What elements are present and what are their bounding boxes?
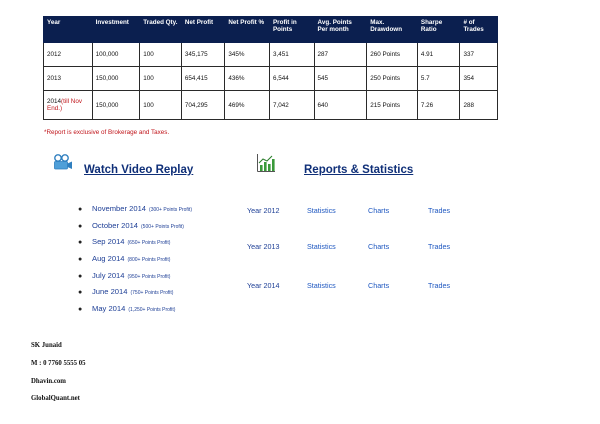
header-max-drawdown: Max. Drawdown: [367, 17, 418, 43]
table-cell: 250 Points: [367, 67, 418, 91]
list-item[interactable]: [78, 304, 192, 321]
statistics-link[interactable]: Statistics: [307, 206, 336, 215]
contact-name: SK Junaid: [31, 342, 62, 349]
table-row: [44, 43, 498, 67]
table-cell: 545: [314, 67, 367, 91]
list-item[interactable]: [78, 204, 192, 221]
replay-note: (750+ Points Profit): [130, 290, 174, 297]
contact-site-globalquant[interactable]: GlobalQuant.net: [31, 395, 80, 402]
report-year: Year 2012: [247, 206, 280, 215]
table-cell: 100: [140, 91, 182, 120]
replay-month[interactable]: October 2014: [92, 220, 139, 230]
video-camera-icon: [53, 154, 73, 171]
table-header-row: [44, 17, 498, 43]
statistics-link[interactable]: Statistics: [307, 242, 336, 251]
charts-link[interactable]: Charts: [368, 281, 390, 290]
replay-month[interactable]: Sep 2014: [92, 237, 125, 247]
header-net-profit: Net Profit: [181, 17, 225, 43]
cell-year: 2014(till Nov End.): [44, 91, 93, 120]
bullet-icon: ●: [78, 289, 83, 297]
table-cell: 4.91: [417, 43, 460, 67]
bullet-icon: ●: [78, 239, 83, 247]
list-item[interactable]: [78, 254, 192, 271]
header-profit-points: Profit in Points: [269, 17, 314, 43]
replay-note: (650+ Points Profit): [127, 240, 171, 247]
bullet-icon: ●: [78, 222, 83, 230]
replay-note: (1,250+ Points Profit): [128, 307, 176, 314]
table-cell: 5.7: [417, 67, 460, 91]
table-cell: 150,000: [92, 91, 140, 120]
bullet-icon: ●: [78, 206, 83, 213]
table-row: [44, 67, 498, 91]
table-cell: 354: [460, 67, 498, 91]
table-cell: 7.26: [417, 91, 460, 120]
table-cell: 640: [314, 91, 367, 120]
header-net-profit-pct: Net Profit %: [225, 17, 270, 43]
header-year: Year: [44, 17, 93, 43]
replay-month[interactable]: Aug 2014: [92, 254, 125, 264]
year-note: (till Nov End.): [47, 98, 83, 112]
table-cell: 469%: [225, 91, 270, 120]
list-item[interactable]: [78, 237, 192, 254]
contact-site-dhavin[interactable]: Dhavin.com: [31, 378, 66, 385]
table-cell: 704,295: [181, 91, 225, 120]
replay-note: (950+ Points Profit): [127, 273, 171, 280]
bullet-icon: ●: [78, 306, 83, 314]
replay-note: (500+ Points Profit): [141, 223, 184, 230]
table-cell: 150,000: [92, 67, 140, 91]
replay-month[interactable]: November 2014: [92, 204, 147, 213]
header-avg-points: Avg. Points Per month: [314, 17, 367, 43]
table-cell: 100: [140, 43, 182, 67]
bullet-icon: ●: [78, 272, 83, 280]
cell-year: 2012: [44, 43, 93, 67]
list-item[interactable]: [78, 271, 192, 288]
bar-chart-icon: [256, 153, 276, 173]
charts-link[interactable]: Charts: [368, 206, 390, 215]
replay-month[interactable]: July 2014: [92, 270, 125, 280]
table-cell: 100,000: [92, 43, 140, 67]
table-cell: 215 Points: [367, 91, 418, 120]
table-cell: 337: [460, 43, 498, 67]
table-cell: 6,544: [269, 67, 314, 91]
contact-mobile: M : 0 7760 5555 05: [31, 360, 86, 367]
statistics-link[interactable]: Statistics: [307, 281, 336, 290]
replay-month[interactable]: June 2014: [92, 287, 128, 297]
report-year: Year 2014: [247, 281, 280, 290]
table-cell: 345%: [225, 43, 270, 67]
table-cell: 100: [140, 67, 182, 91]
trades-link[interactable]: Trades: [428, 281, 451, 290]
cell-year: 2013: [44, 67, 93, 91]
table-cell: 3,451: [269, 43, 314, 67]
video-section-title[interactable]: Watch Video Replay: [84, 164, 194, 176]
bullet-icon: ●: [78, 256, 83, 264]
replay-note: (300+ Points Profit): [149, 207, 192, 213]
video-replay-list: [78, 204, 192, 321]
trades-link[interactable]: Trades: [428, 206, 451, 215]
header-sharpe-ratio: Sharpe Ratio: [417, 17, 460, 43]
header-traded-qty: Traded Qty.: [140, 17, 182, 43]
table-cell: 287: [314, 43, 367, 67]
replay-month[interactable]: May 2014: [92, 304, 126, 314]
table-cell: 7,042: [269, 91, 314, 120]
report-year: Year 2013: [247, 242, 280, 251]
header-investment: Investment: [92, 17, 140, 43]
trades-link[interactable]: Trades: [428, 242, 451, 251]
reports-section-title[interactable]: Reports & Statistics: [304, 164, 414, 176]
header-num-trades: # of Trades: [460, 17, 498, 43]
table-row: [44, 91, 498, 120]
table-cell: 436%: [225, 67, 270, 91]
report-footnote: *Report is exclusive of Brokerage and Taxes.: [44, 129, 170, 136]
replay-note: (800+ Points Profit): [127, 257, 171, 264]
table-cell: 345,175: [181, 43, 225, 67]
table-cell: 654,415: [181, 67, 225, 91]
performance-table: [43, 16, 498, 120]
table-cell: 260 Points: [367, 43, 418, 67]
list-item[interactable]: [78, 287, 192, 304]
table-cell: 288: [460, 91, 498, 120]
charts-link[interactable]: Charts: [368, 242, 390, 251]
list-item[interactable]: [78, 221, 192, 238]
